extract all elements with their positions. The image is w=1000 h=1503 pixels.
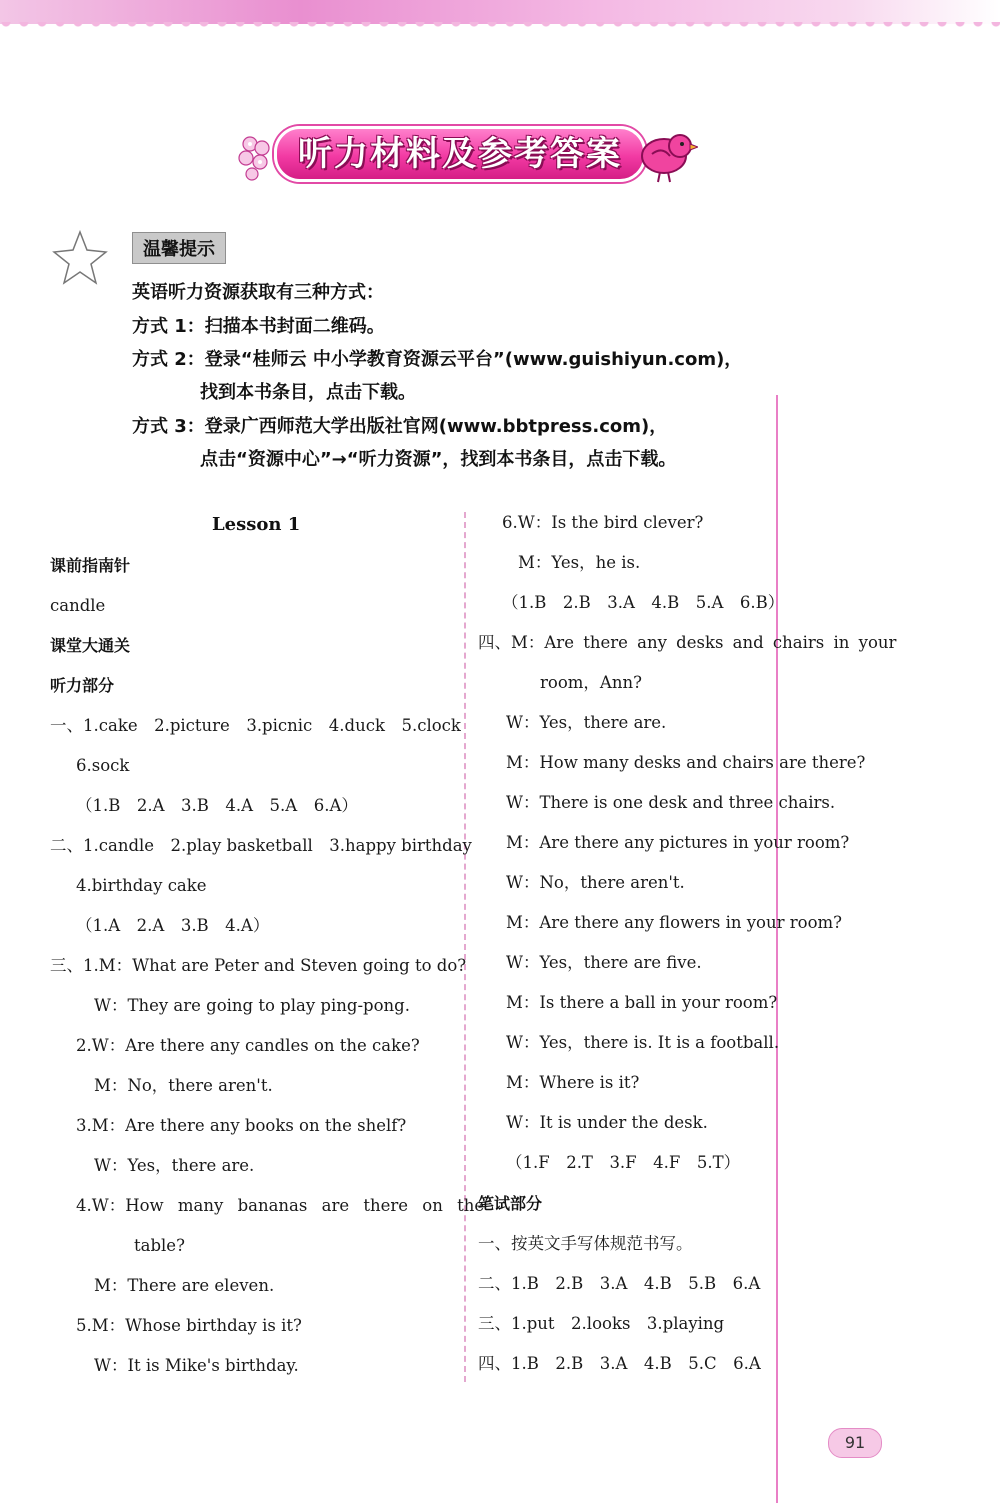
answer-line: W：It is under the desk.: [506, 1113, 708, 1132]
answer-line: （1.B 2.A 3.B 4.A 5.A 6.A）: [76, 796, 358, 815]
decorative-top-border: [0, 0, 1000, 24]
answer-line: M：Yes，he is.: [518, 553, 641, 572]
answer-line: M：Are there any flowers in your room?: [506, 913, 842, 932]
answer-line: 2.W：Are there any candles on the cake?: [76, 1036, 420, 1055]
answer-line: M：How many desks and chairs are there?: [506, 753, 866, 772]
answer-line: W：No，there aren't.: [506, 873, 685, 892]
banner-title: 听力材料及参考答案: [298, 134, 622, 174]
section-heading: 笔试部分: [478, 1194, 543, 1213]
tips-box: [50, 228, 770, 478]
tips-line: 找到本书条目，点击下载。: [200, 382, 416, 403]
answer-line: M：Is there a ball in your room?: [506, 993, 778, 1012]
margin-line: [776, 395, 778, 1503]
answer-line: 二、1.candle 2.play basketball 3.happy birthday: [50, 836, 472, 855]
answer-line: 三、1.put 2.looks 3.playing: [478, 1314, 725, 1333]
answer-line: 三、1.M：What are Peter and Steven going to do?: [50, 956, 467, 975]
answer-line: W：Yes，there are.: [94, 1156, 255, 1175]
section-heading: 听力部分: [50, 676, 115, 695]
answer-line: M：Where is it?: [506, 1073, 640, 1092]
answer-line: 四、1.B 2.B 3.A 4.B 5.C 6.A: [478, 1354, 761, 1373]
section-banner: [232, 120, 700, 192]
answer-line: candle: [50, 596, 106, 615]
tips-line: 方式 1：扫描本书封面二维码。: [132, 316, 385, 337]
answer-line: W：Yes，there is. It is a football.: [506, 1033, 780, 1052]
star-icon: [50, 228, 110, 288]
page-number: 91: [828, 1428, 882, 1458]
tips-line: 方式 2：登录“桂师云 中小学教育资源云平台”(www.guishiyun.com)，: [132, 349, 743, 370]
section-heading: 课前指南针: [50, 556, 131, 575]
answer-line: 6.W：Is the bird clever?: [502, 513, 704, 532]
answer-line: W：Yes，there are.: [506, 713, 667, 732]
answer-line: room，Ann?: [540, 673, 642, 692]
section-heading: 课堂大通关: [50, 636, 131, 655]
answer-line: 5.M：Whose birthday is it?: [76, 1316, 302, 1335]
answer-line: M：There are eleven.: [94, 1276, 275, 1295]
answer-line: W：Yes，there are five.: [506, 953, 702, 972]
answer-line: W：It is Mike's birthday.: [94, 1356, 299, 1375]
answer-line: （1.F 2.T 3.F 4.F 5.T）: [506, 1153, 741, 1172]
answer-line: 4.W：How many bananas are there on the: [76, 1196, 485, 1215]
lesson-title: Lesson 1: [212, 514, 301, 535]
answer-line: 一、1.cake 2.picture 3.picnic 4.duck 5.clock: [50, 716, 461, 735]
tips-label: 温馨提示: [132, 232, 226, 264]
tips-line: 点击“资源中心”→“听力资源”，找到本书条目，点击下载。: [200, 449, 677, 470]
answer-line: （1.B 2.B 3.A 4.B 5.A 6.B）: [502, 593, 785, 612]
answer-line: 四、M：Are there any desks and chairs in your: [478, 633, 897, 652]
answer-line: M：Are there any pictures in your room?: [506, 833, 850, 852]
answer-line: table?: [134, 1236, 185, 1255]
answer-line: 6.sock: [76, 756, 130, 775]
bird-icon: [634, 124, 698, 184]
answer-line: 4.birthday cake: [76, 876, 207, 895]
answer-line: W：There is one desk and three chairs.: [506, 793, 836, 812]
tips-line: 英语听力资源获取有三种方式：: [132, 282, 384, 303]
column-divider: [464, 512, 466, 1382]
answer-line: M：No，there aren't.: [94, 1076, 273, 1095]
tips-line: 方式 3：登录广西师范大学出版社官网(www.bbtpress.com)，: [132, 416, 668, 437]
answer-line: （1.A 2.A 3.B 4.A）: [76, 916, 270, 935]
answer-line: 一、按英文手写体规范书写。: [478, 1234, 693, 1253]
answer-line: 3.M：Are there any books on the shelf?: [76, 1116, 407, 1135]
answer-line: 二、1.B 2.B 3.A 4.B 5.B 6.A: [478, 1274, 761, 1293]
answer-line: W：They are going to play ping-pong.: [94, 996, 410, 1015]
